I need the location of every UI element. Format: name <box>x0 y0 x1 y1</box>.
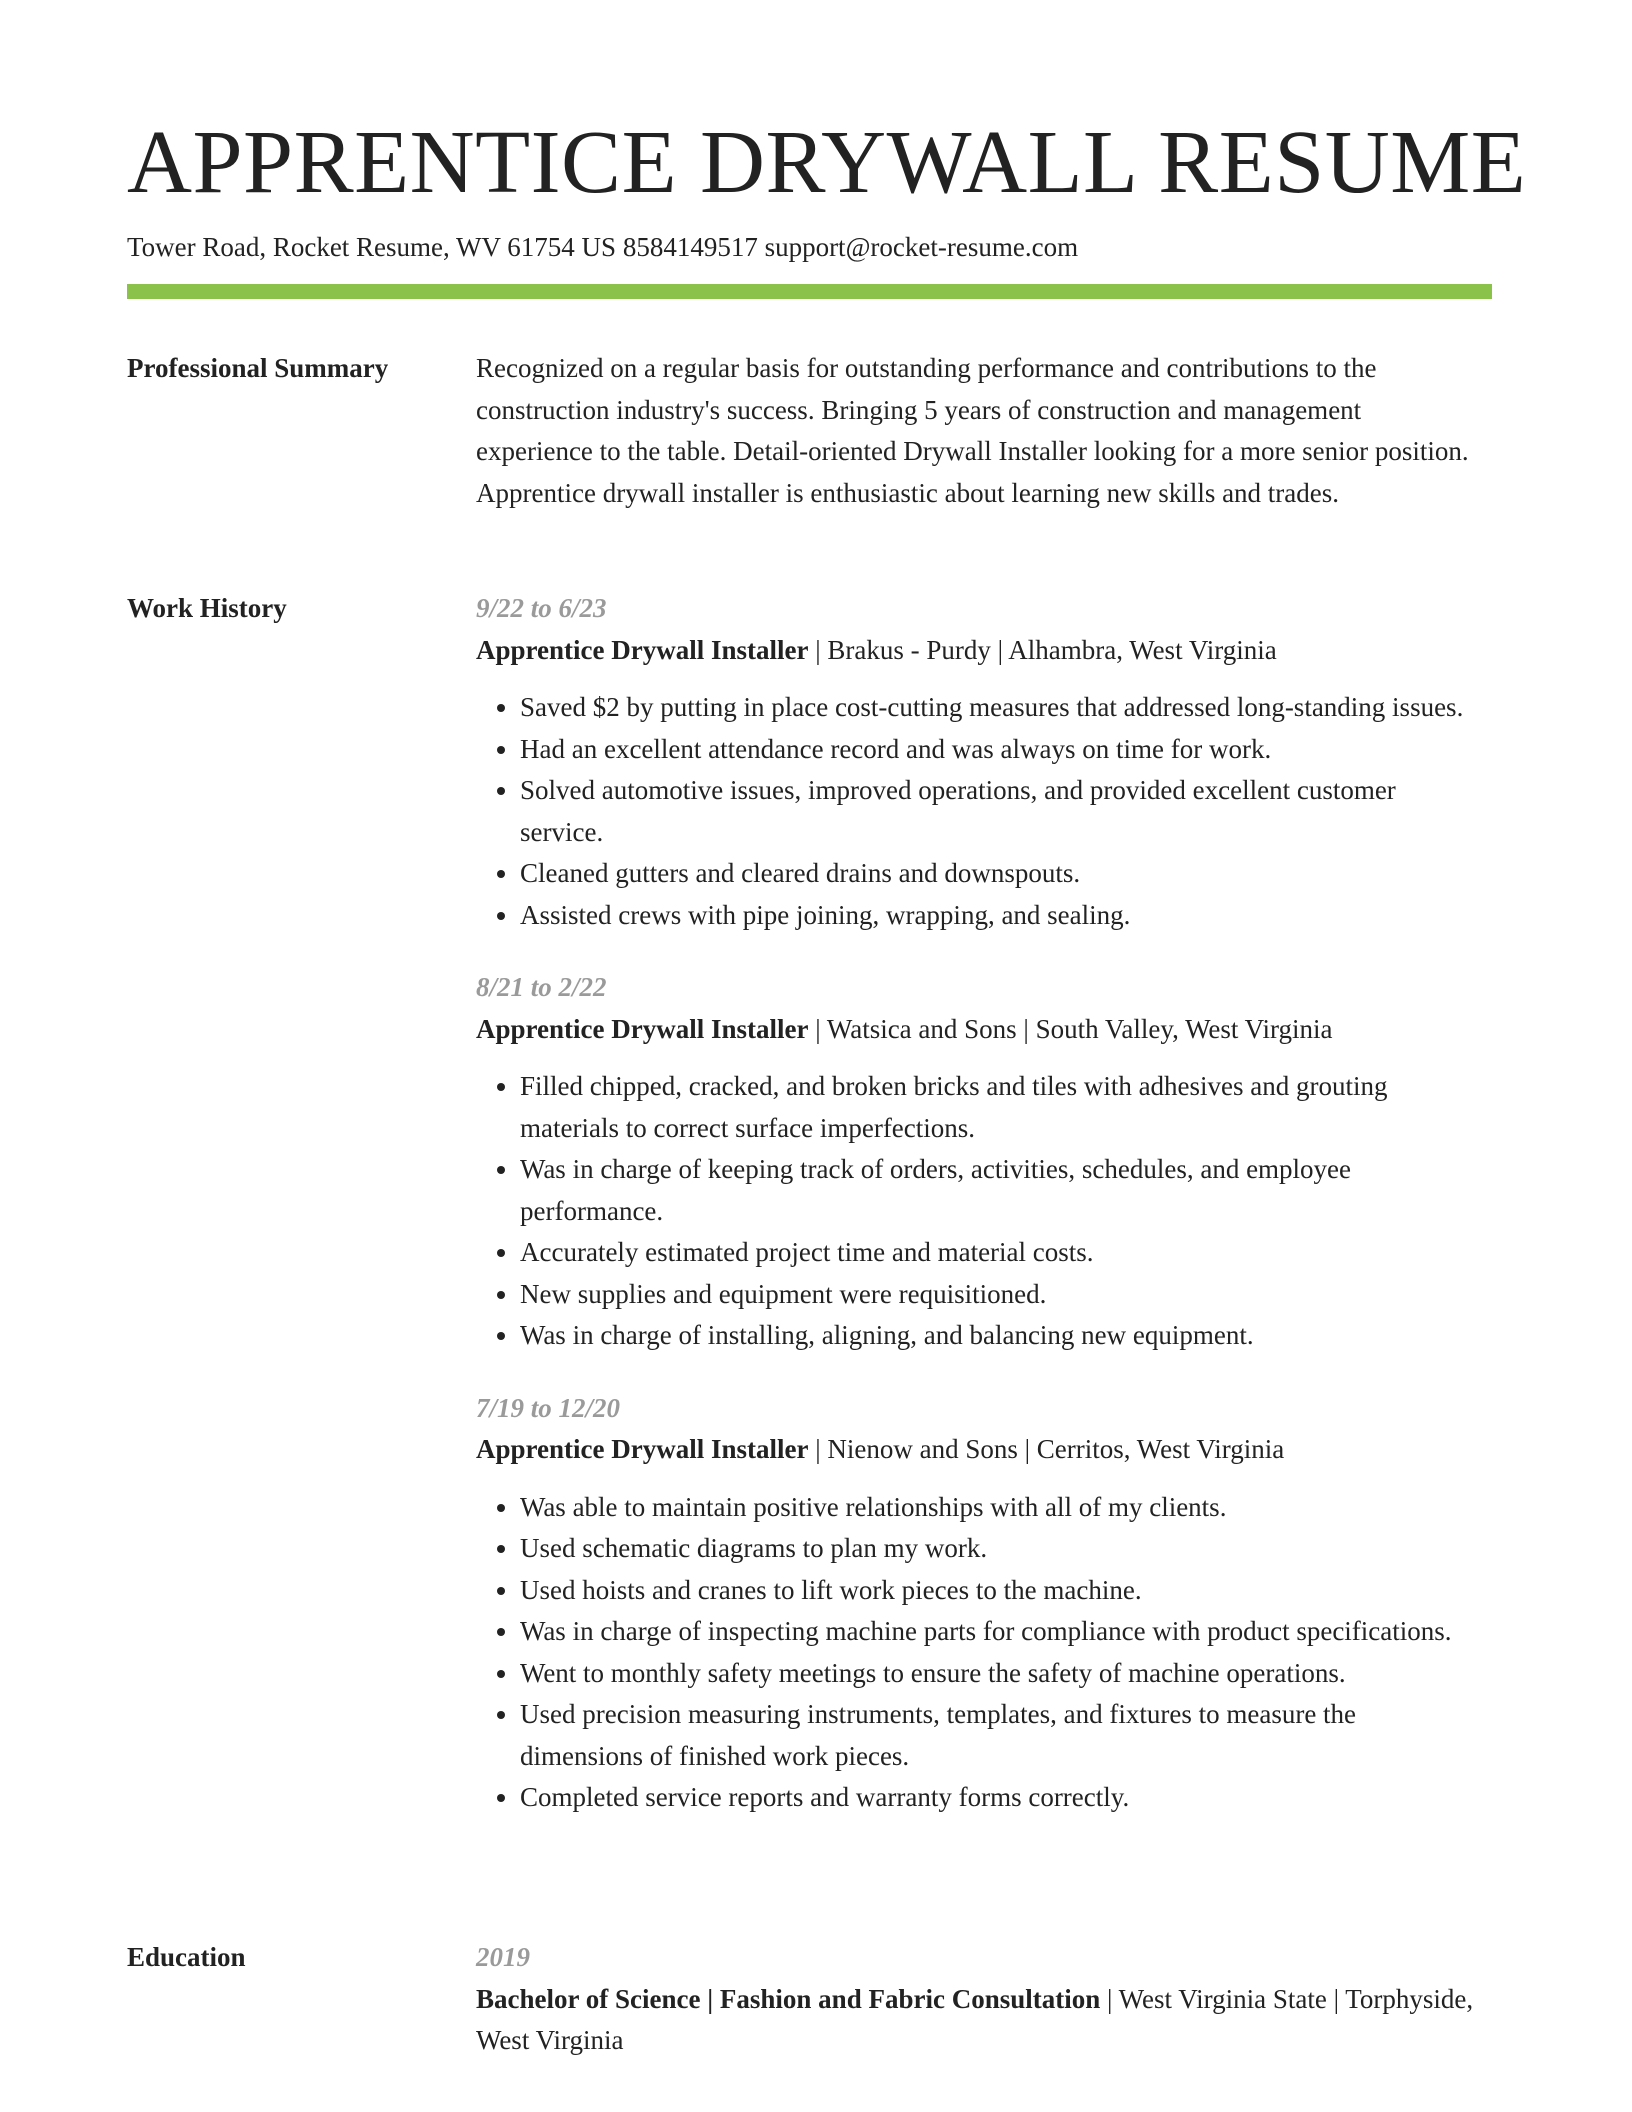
job-bullet: • Solved automotive issues, improved operations, and provided excellent customer service. <box>520 770 1476 853</box>
education-body <box>476 1937 1476 2062</box>
contact-line <box>127 230 1078 264</box>
job-entry <box>476 588 1476 936</box>
job-bullet: • Was in charge of installing, aligning, and balancing new equipment. <box>520 1315 1476 1357</box>
education-school-location: | West Virginia State | Torphyside, West Virginia <box>476 1983 1474 2055</box>
header-divider-bar <box>127 284 1492 299</box>
job-company-location: | Brakus - Purdy | Alhambra, West Virginia <box>808 634 1277 665</box>
job-role-line <box>476 1429 1476 1471</box>
job-role-line <box>476 630 1476 672</box>
summary-heading: Professional Summary <box>127 353 389 383</box>
job-bullet: • Cleaned gutters and cleared drains and downspouts. <box>520 853 1476 895</box>
job-company-location: | Watsica and Sons | South Valley, West Virginia <box>808 1013 1333 1044</box>
job-bullet-list <box>476 687 1476 936</box>
job-dates: 9/22 to 6/23 <box>476 593 607 623</box>
job-bullet: • Was able to maintain positive relationships with all of my clients. <box>520 1487 1476 1529</box>
job-bullet: • Used hoists and cranes to lift work pieces to the machine. <box>520 1570 1476 1612</box>
job-entry <box>476 967 1476 1357</box>
job-bullet: • Used precision measuring instruments, templates, and fixtures to measure the dimensions of finished work pieces. <box>520 1694 1476 1777</box>
job-company-location: | Nienow and Sons | Cerritos, West Virginia <box>808 1434 1285 1464</box>
contact-phone: 8584149517 <box>622 232 758 262</box>
job-bullet: • Assisted crews with pipe joining, wrapping, and sealing. <box>520 895 1476 937</box>
job-title: Apprentice Drywall Installer <box>476 1013 809 1044</box>
job-bullet: • Completed service reports and warranty forms correctly. <box>520 1777 1476 1819</box>
job-bullet: • Was in charge of inspecting machine parts for compliance with product specifications. <box>520 1611 1476 1653</box>
job-bullet: • Filled chipped, cracked, and broken bricks and tiles with adhesives and grouting materials to correct surface imperfections. <box>520 1066 1476 1149</box>
job-bullet: • Accurately estimated project time and material costs. <box>520 1232 1476 1274</box>
work-history-body <box>476 588 1476 1819</box>
job-bullet: • Had an excellent attendance record and was always on time for work. <box>520 729 1476 771</box>
job-bullet: • Saved $2 by putting in place cost-cutting measures that addressed long-standing issues. <box>520 687 1476 729</box>
job-bullet: • Used schematic diagrams to plan my work. <box>520 1528 1476 1570</box>
job-bullet: • New supplies and equipment were requisitioned. <box>520 1274 1476 1316</box>
summary-body <box>476 348 1476 514</box>
job-bullet: • Went to monthly safety meetings to ensure the safety of machine operations. <box>520 1653 1476 1695</box>
job-bullet: • Was in charge of keeping track of orders, activities, schedules, and employee performance. <box>520 1149 1476 1232</box>
education-year: 2019 <box>476 1942 530 1972</box>
education-degree-line <box>476 1979 1476 2062</box>
job-title: Apprentice Drywall Installer <box>476 1434 809 1464</box>
job-bullet-list <box>476 1066 1476 1357</box>
job-role-line <box>476 1009 1476 1051</box>
job-dates: 8/21 to 2/22 <box>476 972 607 1002</box>
contact-email: support@rocket-resume.com <box>764 232 1079 262</box>
work-history-heading: Work History <box>127 593 287 623</box>
contact-address: Tower Road, Rocket Resume, WV 61754 US <box>127 232 617 262</box>
job-title: Apprentice Drywall Installer <box>476 634 809 665</box>
job-dates: 7/19 to 12/20 <box>476 1392 621 1423</box>
job-entry <box>476 1388 1476 1819</box>
education-heading: Education <box>127 1942 246 1972</box>
resume-title: APPRENTICE DRYWALL RESUME <box>127 113 1527 212</box>
education-degree: Bachelor of Science | Fashion and Fabric Consultation <box>476 1983 1101 2014</box>
job-bullet-list <box>476 1487 1476 1819</box>
summary-text: Recognized on a regular basis for outstanding performance and contributions to the construction industry's success. Bringing 5 years of construction and management experience to the table. Detail-oriented Drywall Installer looking for a more senior position. Apprentice drywall installer is enthusiastic about learning new skills and trades. <box>476 353 1469 508</box>
